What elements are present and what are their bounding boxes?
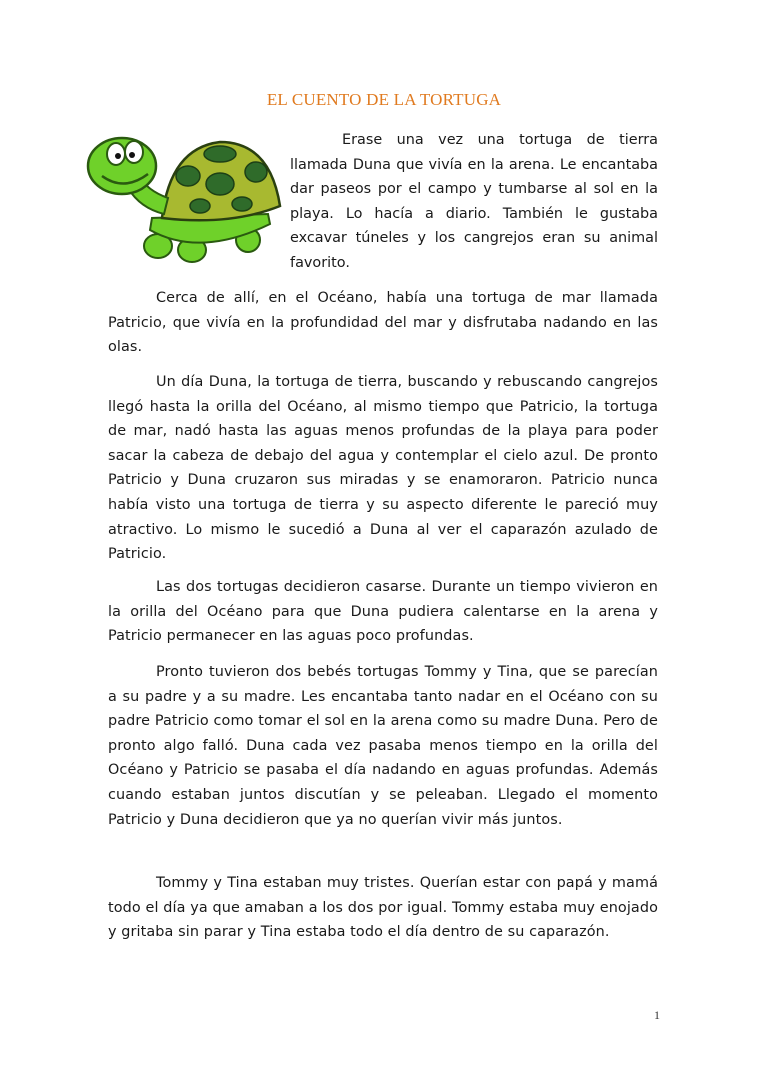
page-number: 1 bbox=[654, 1008, 660, 1022]
paragraph-5: Tommy y Tina estaban muy tristes. Querían estar con papá y mamá todo el día ya que amaban a los dos por igual. Tommy estaba muy enojado y gritaba sin parar y Tina estaba todo el día dentro de su caparazón. bbox=[108, 875, 658, 941]
paragraph-2: Un día Duna, la tortuga de tierra, buscando y rebuscando cangrejos llegó hasta la orilla del Océano, al mismo tiempo que Patricio, la tortuga de mar, nadó hasta las aguas menos profundas de la playa para poder sacar la cabeza de debajo del agua y contemplar el cielo azul. De pronto Patricio y Duna cruzaron sus miradas y se enamoraron. Patricio nunca había visto una tortuga de tierra y su aspecto diferente le pareció muy atractivo. Lo mismo le sucedió a Duna al ver el caparazón azulado de Patricio. bbox=[108, 374, 658, 563]
intro-paragraph: Erase una vez una tortuga de tierra llamada Duna que vivía en la arena. Le encantaba dar paseos por el campo y tumbarse al sol en la playa. Lo hacía a diario. También le gustaba excavar túneles y los cangrejos eran su animal favorito. bbox=[290, 132, 658, 271]
page-title: EL CUENTO DE LA TORTUGA bbox=[266, 90, 502, 109]
paragraph-3: Las dos tortugas decidieron casarse. Durante un tiempo vivieron en la orilla del Océano para que Duna pudiera calentarse en la arena y Patricio permanecer en las aguas poco profundas. bbox=[108, 579, 658, 645]
paragraph-1: Cerca de allí, en el Océano, había una tortuga de mar llamada Patricio, que vivía en la profundidad del mar y disfrutaba nadando en las olas. bbox=[108, 290, 658, 356]
paragraph-4: Pronto tuvieron dos bebés tortugas Tommy y Tina, que se parecían a su padre y a su madre. Les encantaba tanto nadar en el Océano con su padre Patricio como tomar el sol en la arena como su madre Duna. Pero de pronto algo falló. Duna cada vez pasaba menos tiempo en la orilla del Océano y Patricio se pasaba el día nadando en aguas profundas. Además cuando estaban juntos discutían y se peleaban. Llegado el momento Patricio y Duna decidieron que ya no querían vivir más juntos. bbox=[108, 664, 658, 828]
turtle-illustration bbox=[80, 118, 285, 268]
